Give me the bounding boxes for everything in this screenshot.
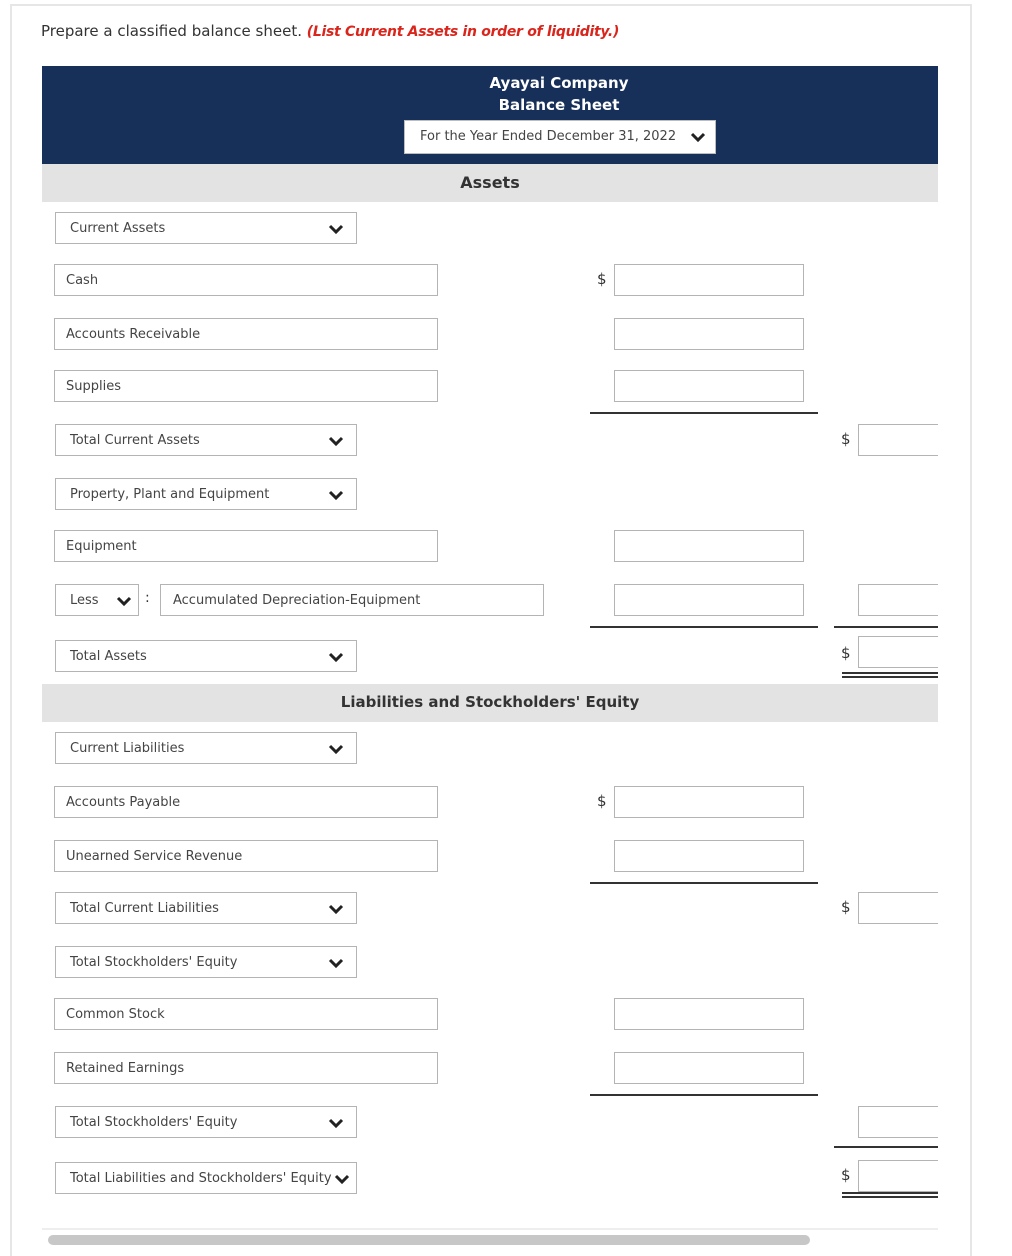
ppe-select[interactable] <box>55 478 357 510</box>
subtotal-rule <box>834 1146 938 1148</box>
total-liabilities-equity-select[interactable] <box>55 1162 357 1194</box>
chevron-down-icon <box>689 131 707 143</box>
double-rule-bottom <box>842 676 938 678</box>
total-current-liabilities-amount-input[interactable] <box>858 892 938 924</box>
accum-dep-label-input[interactable]: Accumulated Depreciation-Equipment <box>160 584 544 616</box>
accum-dep-amount-input[interactable] <box>614 584 804 616</box>
chevron-down-icon <box>328 1117 344 1129</box>
dollar-sign: $ <box>841 430 851 448</box>
less-select-value: Less <box>70 593 99 608</box>
total-current-liabilities-select-value: Total Current Liabilities <box>70 901 219 916</box>
period-select[interactable] <box>404 120 716 154</box>
total-assets-amount-input[interactable] <box>858 636 938 668</box>
chevron-down-icon <box>328 957 344 969</box>
total-current-assets-select[interactable] <box>55 424 357 456</box>
total-liabilities-equity-amount-input[interactable] <box>858 1160 938 1192</box>
current-liabilities-select[interactable] <box>55 732 357 764</box>
colon-separator: : <box>145 590 150 606</box>
chevron-down-icon <box>328 903 344 915</box>
current-assets-select[interactable] <box>55 212 357 244</box>
instructions-hint: (List Current Assets in order of liquidity.) <box>306 24 620 40</box>
dollar-sign: $ <box>597 270 607 288</box>
horizontal-scrollbar[interactable] <box>48 1235 810 1245</box>
accounts-payable-label-input[interactable]: Accounts Payable <box>54 786 438 818</box>
double-rule-top <box>842 1192 938 1194</box>
subtotal-rule <box>590 626 818 628</box>
liabilities-equity-heading: Liabilities and Stockholders' Equity <box>42 684 938 722</box>
chevron-down-icon <box>334 1173 350 1185</box>
net-equipment-amount-input[interactable] <box>858 584 938 616</box>
dollar-sign: $ <box>597 792 607 810</box>
accounts-receivable-amount-input[interactable] <box>614 318 804 350</box>
retained-earnings-amount-input[interactable] <box>614 1052 804 1084</box>
double-rule-bottom <box>842 1196 938 1198</box>
total-stockholders-equity-select-value: Total Stockholders' Equity <box>70 1115 238 1130</box>
stockholders-equity-heading-select-value: Total Stockholders' Equity <box>70 955 238 970</box>
total-assets-select[interactable] <box>55 640 357 672</box>
subtotal-rule <box>590 882 818 884</box>
common-stock-label-input[interactable]: Common Stock <box>54 998 438 1030</box>
statement-name: Balance Sheet <box>498 96 620 114</box>
chevron-down-icon <box>328 743 344 755</box>
bottom-divider <box>42 1228 938 1230</box>
dollar-sign: $ <box>841 898 851 916</box>
retained-earnings-label-input[interactable]: Retained Earnings <box>54 1052 438 1084</box>
equipment-label-input[interactable]: Equipment <box>54 530 438 562</box>
total-liabilities-equity-select-value: Total Liabilities and Stockholders' Equity <box>70 1171 332 1186</box>
subtotal-rule <box>590 412 818 414</box>
total-stockholders-equity-select[interactable] <box>55 1106 357 1138</box>
unearned-revenue-amount-input[interactable] <box>614 840 804 872</box>
accounts-payable-amount-input[interactable] <box>614 786 804 818</box>
chevron-down-icon <box>328 435 344 447</box>
total-assets-select-value: Total Assets <box>70 649 147 664</box>
accounts-receivable-label-input[interactable]: Accounts Receivable <box>54 318 438 350</box>
cash-label-input[interactable]: Cash <box>54 264 438 296</box>
instructions-text: Prepare a classified balance sheet. <box>41 22 302 40</box>
double-rule-top <box>842 672 938 674</box>
unearned-revenue-label-input[interactable]: Unearned Service Revenue <box>54 840 438 872</box>
common-stock-amount-input[interactable] <box>614 998 804 1030</box>
period-select-value: For the Year Ended December 31, 2022 <box>420 129 677 144</box>
supplies-label-input[interactable]: Supplies <box>54 370 438 402</box>
equipment-amount-input[interactable] <box>614 530 804 562</box>
company-name: Ayayai Company <box>489 74 629 92</box>
less-select[interactable] <box>55 584 139 616</box>
subtotal-rule <box>834 626 938 628</box>
chevron-down-icon <box>328 489 344 501</box>
current-liabilities-select-value: Current Liabilities <box>70 741 185 756</box>
instructions <box>41 22 619 40</box>
current-assets-select-value: Current Assets <box>70 221 166 236</box>
total-current-liabilities-select[interactable] <box>55 892 357 924</box>
chevron-down-icon <box>116 595 132 607</box>
total-stockholders-equity-amount-input[interactable] <box>858 1106 938 1138</box>
total-current-assets-amount-input[interactable] <box>858 424 938 456</box>
subtotal-rule <box>590 1094 818 1096</box>
assets-heading: Assets <box>42 164 938 202</box>
dollar-sign: $ <box>841 644 851 662</box>
cash-amount-input[interactable] <box>614 264 804 296</box>
ppe-select-value: Property, Plant and Equipment <box>70 487 270 502</box>
stockholders-equity-heading-select[interactable] <box>55 946 357 978</box>
dollar-sign: $ <box>841 1166 851 1184</box>
supplies-amount-input[interactable] <box>614 370 804 402</box>
chevron-down-icon <box>328 651 344 663</box>
total-current-assets-select-value: Total Current Assets <box>70 433 200 448</box>
chevron-down-icon <box>328 223 344 235</box>
